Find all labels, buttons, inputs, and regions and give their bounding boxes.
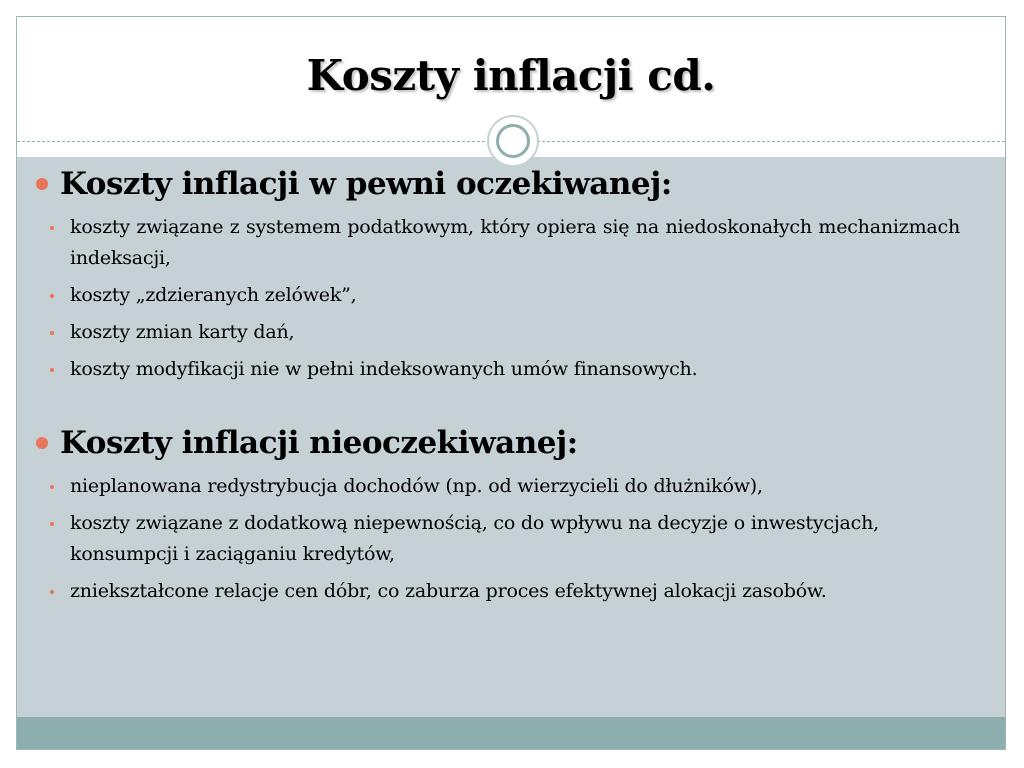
bullet-dot-icon bbox=[50, 294, 54, 298]
circle-ornament-icon bbox=[487, 115, 539, 167]
list-item bbox=[36, 576, 960, 607]
slide-body bbox=[36, 162, 960, 613]
bullet-dot-icon bbox=[50, 226, 54, 230]
bullet-dot-icon bbox=[50, 485, 54, 489]
list-item-text: koszty zmian karty dań, bbox=[70, 321, 295, 343]
footer-bar bbox=[17, 717, 1005, 750]
slide-title: Koszty inflacji cd. bbox=[306, 51, 716, 100]
section-heading bbox=[36, 421, 960, 465]
bullet-dot-icon bbox=[50, 331, 54, 335]
circle-ornament-inner bbox=[496, 124, 530, 158]
bullet-dot-icon bbox=[36, 437, 48, 449]
sub-list bbox=[36, 212, 960, 385]
bullet-dot-icon bbox=[50, 590, 54, 594]
list-item-text: koszty „zdzieranych zelówek”, bbox=[70, 284, 357, 306]
list-item-text: zniekształcone relacje cen dóbr, co zaburza proces efektywnej alokacji zasobów. bbox=[70, 580, 827, 602]
section-expected-inflation bbox=[36, 162, 960, 385]
list-item bbox=[36, 508, 960, 570]
sub-list bbox=[36, 471, 960, 607]
section-heading-text: Koszty inflacji nieoczekiwanej: bbox=[60, 425, 578, 461]
list-item bbox=[36, 471, 960, 502]
list-item-text: koszty modyfikacji nie w pełni indeksowanych umów finansowych. bbox=[70, 358, 698, 380]
bullet-dot-icon bbox=[36, 178, 48, 190]
list-item-text: koszty związane z systemem podatkowym, który opiera się na niedoskonałych mechanizmach indeksacji, bbox=[70, 216, 960, 269]
list-item bbox=[36, 354, 960, 385]
list-item-text: nieplanowana redystrybucja dochodów (np. od wierzycieli do dłużników), bbox=[70, 475, 763, 497]
bullet-dot-icon bbox=[50, 368, 54, 372]
bullet-dot-icon bbox=[50, 522, 54, 526]
list-item-text: koszty związane z dodatkową niepewnością, co do wpływu na decyzje o inwestycjach, konsumpcji i zaciąganiu kredytów, bbox=[70, 512, 879, 565]
list-item bbox=[36, 212, 960, 274]
section-unexpected-inflation bbox=[36, 421, 960, 607]
list-item bbox=[36, 280, 960, 311]
section-heading bbox=[36, 162, 960, 206]
list-item bbox=[36, 317, 960, 348]
section-heading-text: Koszty inflacji w pewni oczekiwanej: bbox=[60, 166, 672, 202]
